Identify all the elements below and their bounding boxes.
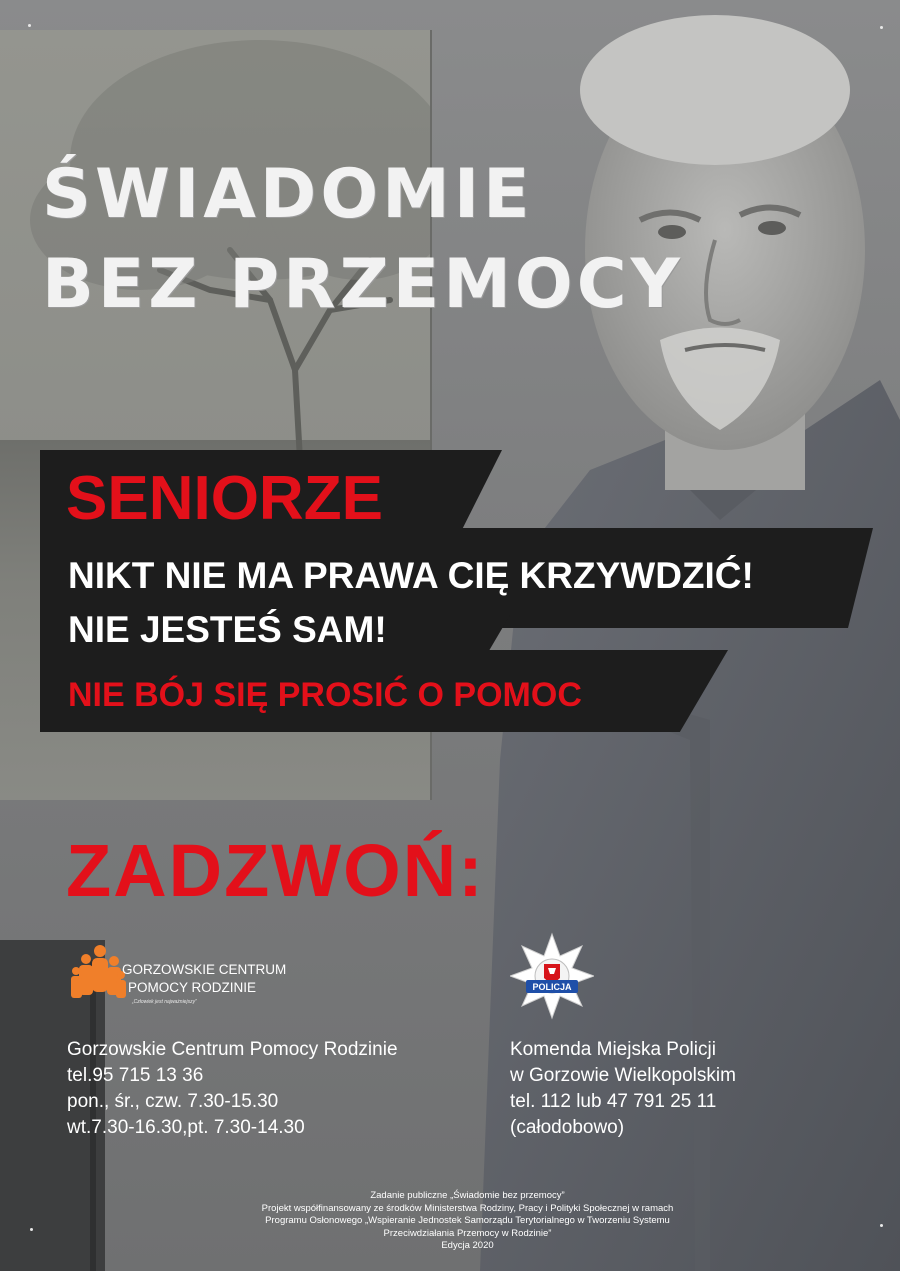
footer-line-4: Przeciwdziałania Przemocy w Rodzinie”: [383, 1227, 552, 1239]
banner-line-3: NIE BÓJ SIĘ PROSIĆ O POMOC: [68, 676, 582, 714]
banner-line-2: NIE JESTEŚ SAM!: [68, 609, 387, 650]
footer-note: [0, 1190, 900, 1253]
banner-line-1: NIKT NIE MA PRAWA CIĘ KRZYWDZIĆ!: [68, 555, 754, 596]
corner-mark: [28, 24, 31, 27]
gcpr-logo: [70, 945, 330, 1015]
call-heading: ZADZWOŃ:: [66, 829, 485, 912]
title-line-2: BEZ PRZEMOCY: [42, 245, 684, 324]
police-logo-label: POLICJA: [532, 982, 572, 992]
footer-line-1: Zadanie publiczne „Świadomie bez przemocy”: [370, 1190, 565, 1201]
gcpr-contact: [67, 1037, 398, 1141]
police-contact-name-1: Komenda Miejska Policji: [510, 1039, 716, 1060]
police-contact-name-2: w Gorzowie Wielkopolskim: [510, 1065, 736, 1086]
title-line-1: ŚWIADOMIE: [42, 155, 534, 234]
police-star-icon: [510, 930, 594, 1020]
gcpr-logo-text: [122, 961, 286, 997]
gcpr-logo-motto: „Człowiek jest najważniejszy”: [132, 999, 197, 1005]
corner-mark: [880, 26, 883, 29]
corner-mark: [880, 1224, 883, 1227]
footer-line-5: Edycja 2020: [441, 1240, 494, 1251]
banner-heading: SENIORZE: [66, 464, 383, 533]
gcpr-contact-hours-1: pon., śr., czw. 7.30-15.30: [67, 1091, 279, 1112]
gcpr-logo-line-2: POMOCY RODZINIE: [128, 980, 257, 995]
gcpr-logo-line-1: GORZOWSKIE CENTRUM: [122, 962, 287, 977]
gcpr-contact-name: Gorzowskie Centrum Pomocy Rodzinie: [67, 1039, 398, 1060]
corner-mark: [30, 1228, 33, 1231]
campaign-title: [42, 150, 684, 330]
gcpr-contact-phone: tel.95 715 13 36: [67, 1065, 204, 1086]
family-icon: [70, 945, 126, 1003]
gcpr-contact-hours-2: wt.7.30-16.30,pt. 7.30-14.30: [67, 1117, 305, 1138]
police-contact: [510, 1037, 736, 1141]
footer-line-3: Programu Osłonowego „Wspieranie Jednostek Samorządu Terytorialnego w Tworzeniu Systemu: [265, 1215, 670, 1226]
police-contact-phone: tel. 112 lub 47 791 25 11: [510, 1091, 717, 1112]
footer-line-2: Projekt współfinansowany ze środków Ministerstwa Rodziny, Pracy i Polityki Społecznej w ramach: [261, 1202, 674, 1214]
police-contact-hours: (całodobowo): [510, 1117, 625, 1138]
